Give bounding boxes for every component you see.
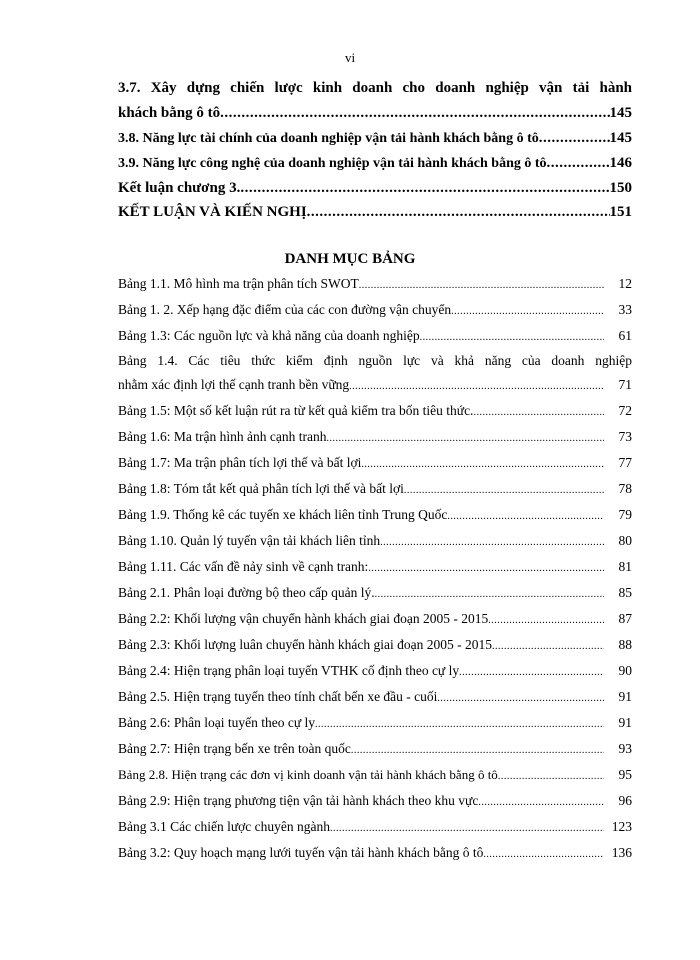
table-entry-page: 90: [618, 663, 632, 678]
table-entry[interactable]: [118, 715, 632, 731]
table-entry-title: Bảng 3.2: Quy hoạch mạng lưới tuyến vận tải hành khách bằng ô tô: [118, 845, 484, 860]
leader-dots: [437, 693, 604, 704]
table-entry[interactable]: [118, 429, 632, 445]
table-list-heading: DANH MỤC BẢNG: [284, 251, 416, 267]
table-entry-title: Bảng 1.11. Các vấn đề nảy sinh về cạnh tranh:: [118, 559, 369, 574]
toc-entry-title: 3.9. Năng lực công nghệ của doanh nghiệp vận tải hành khách bằng ô tô: [118, 156, 547, 171]
toc-list: [118, 80, 632, 220]
table-entry-1-4-line1[interactable]: Bảng 1.4. Các tiêu thức kiểm định nguồn lực và khả năng của doanh nghiệp: [118, 353, 632, 368]
table-entry-page: 12: [618, 276, 632, 291]
leader-dots: [361, 459, 604, 470]
toc-entry-3-8[interactable]: [118, 130, 632, 147]
toc-entry-page: 145: [609, 105, 632, 121]
table-list: [118, 276, 632, 866]
table-entry[interactable]: [118, 689, 632, 705]
table-entry-title: Bảng 2.4: Hiện trạng phân loại tuyến VTHK cố định theo cự ly: [118, 663, 460, 678]
table-entry-title: Bảng 2.2: Khối lượng vận chuyển hành khách giai đoạn 2005 - 2015: [118, 611, 489, 626]
leader-dots: [351, 745, 604, 756]
table-entry-page: 77: [618, 455, 632, 470]
table-entry[interactable]: [118, 663, 632, 679]
leader-dots: [483, 849, 604, 860]
leader-dots: [404, 485, 604, 496]
table-entry-page: 93: [618, 741, 632, 756]
table-entry[interactable]: [118, 559, 632, 575]
table-entry-page: 80: [618, 533, 632, 548]
table-entry[interactable]: [118, 533, 632, 549]
toc-entry-page: 146: [609, 155, 632, 171]
toc-entry-title: 3.8. Năng lực tài chính của doanh nghiệp vận tải hành khách bằng ô tô: [118, 131, 539, 146]
leader-dots: [330, 823, 604, 834]
table-entry[interactable]: [118, 302, 632, 318]
leader-dots: [459, 667, 604, 678]
table-entry[interactable]: [118, 819, 632, 835]
table-entry-title: Bảng 1.6: Ma trận hình ảnh cạnh tranh: [118, 429, 327, 444]
leader-dots: [498, 771, 604, 782]
toc-entry-conclusion[interactable]: [118, 204, 632, 221]
leader-dots: [380, 537, 604, 548]
leader-dots: [359, 280, 604, 291]
toc-entry-page: 145: [609, 130, 632, 146]
table-entry-title: Bảng 2.1. Phân loại đường bộ theo cấp quản lý.: [118, 585, 375, 600]
table-entry-title: Bảng 2.9: Hiện trạng phương tiện vận tải hành khách theo khu vực: [118, 793, 479, 808]
table-entry-title: Bảng 2.6: Phân loại tuyến theo cự ly: [118, 715, 316, 730]
table-entry-title: Bảng 3.1 Các chiến lược chuyên ngành: [118, 819, 331, 834]
table-entry[interactable]: [118, 377, 632, 393]
table-entry-title: Bảng 2.8. Hiện trạng các đơn vị kinh doanh vận tải hành khách bằng ô tô: [118, 767, 498, 782]
leader-dots: [240, 180, 609, 197]
table-entry-page: 81: [618, 559, 632, 574]
table-entry-page: 71: [618, 377, 632, 392]
table-entry[interactable]: [118, 845, 632, 861]
toc-entry-conclusion-ch3[interactable]: [118, 180, 632, 197]
leader-dots: [447, 511, 604, 522]
leader-dots: [547, 155, 610, 172]
table-entry-page: 61: [618, 328, 632, 343]
table-entry-title: Bảng 1. 2. Xếp hạng đặc điểm của các con đường vận chuyển: [118, 302, 452, 317]
table-entry-page: 95: [618, 767, 632, 782]
leader-dots: [478, 797, 604, 808]
leader-dots: [488, 615, 604, 626]
toc-entry-page: 151: [609, 204, 632, 220]
table-entry[interactable]: [118, 637, 632, 653]
table-entry-page: 91: [618, 689, 632, 704]
table-entry-page: 79: [618, 507, 632, 522]
table-entry[interactable]: [118, 507, 632, 523]
leader-dots: [349, 381, 604, 392]
table-entry-title: nhằm xác định lợi thế cạnh tranh bền vững: [118, 377, 350, 392]
table-entry[interactable]: [118, 403, 632, 419]
leader-dots: [539, 130, 610, 147]
leader-dots: [307, 204, 610, 221]
leader-dots: [451, 306, 604, 317]
table-entry-page: 96: [618, 793, 632, 808]
table-entry-page: 73: [618, 429, 632, 444]
table-entry-title: Bảng 1.3: Các nguồn lực và khả năng của doanh nghiệp: [118, 328, 420, 343]
table-entry-page: 33: [618, 302, 632, 317]
table-entry-page: 87: [618, 611, 632, 626]
toc-entry-3-7-line1[interactable]: 3.7. Xây dựng chiến lược kinh doanh cho doanh nghiệp vận tải hành: [118, 80, 632, 96]
table-entry[interactable]: [118, 793, 632, 809]
table-entry-title: Bảng 2.3: Khối lượng luân chuyển hành khách giai đoạn 2005 - 2015: [118, 637, 493, 652]
toc-entry-title: KẾT LUẬN VÀ KIẾN NGHỊ: [118, 204, 307, 220]
table-entry[interactable]: [118, 276, 632, 292]
table-entry[interactable]: [118, 455, 632, 471]
table-entry-title: Bảng 1.9. Thống kê các tuyến xe khách liên tỉnh Trung Quốc: [118, 507, 448, 522]
table-entry[interactable]: [118, 611, 632, 627]
table-entry[interactable]: [118, 767, 632, 783]
table-entry[interactable]: [118, 741, 632, 757]
table-entry[interactable]: [118, 585, 632, 601]
leader-dots: [220, 105, 609, 122]
toc-entry-3-9[interactable]: [118, 155, 632, 172]
table-entry-page: 136: [611, 845, 632, 860]
table-entry-title: Bảng 2.5. Hiện trạng tuyến theo tính chất bến xe đầu - cuối: [118, 689, 438, 704]
table-entry-page: 91: [618, 715, 632, 730]
toc-entry-page: 150: [609, 180, 632, 196]
toc-entry-title: khách bằng ô tô: [118, 105, 221, 121]
leader-dots: [492, 641, 604, 652]
leader-dots: [368, 563, 604, 574]
toc-entry-title: Kết luận chương 3.: [118, 180, 241, 196]
table-entry-title: Bảng 1.5: Một số kết luận rút ra từ kết quả kiểm tra bốn tiêu thức.: [118, 403, 474, 418]
table-entry-page: 85: [618, 585, 632, 600]
table-entry-title: Bảng 1.7: Ma trận phân tích lợi thế và bất lợi: [118, 455, 362, 470]
leader-dots: [375, 589, 604, 600]
table-entry-title: Bảng 1.10. Quản lý tuyến vận tải khách liên tỉnh: [118, 533, 381, 548]
table-entry-title: Bảng 1.1. Mô hình ma trận phân tích SWOT: [118, 276, 359, 291]
leader-dots: [326, 433, 604, 444]
table-entry[interactable]: [118, 328, 632, 344]
leader-dots: [315, 719, 604, 730]
page-number: vi: [344, 50, 356, 65]
table-entry[interactable]: [118, 481, 632, 497]
toc-entry-3-7[interactable]: [118, 105, 632, 122]
leader-dots: [420, 332, 604, 343]
table-entry-page: 88: [618, 637, 632, 652]
table-entry-page: 78: [618, 481, 632, 496]
table-entry-page: 123: [611, 819, 632, 834]
table-entry-title: Bảng 1.8: Tóm tắt kết quả phân tích lợi thế và bất lợi: [118, 481, 404, 496]
table-entry-title: Bảng 2.7: Hiện trạng bến xe trên toàn quốc: [118, 741, 351, 756]
table-entry-page: 72: [618, 403, 632, 418]
leader-dots: [473, 407, 604, 418]
